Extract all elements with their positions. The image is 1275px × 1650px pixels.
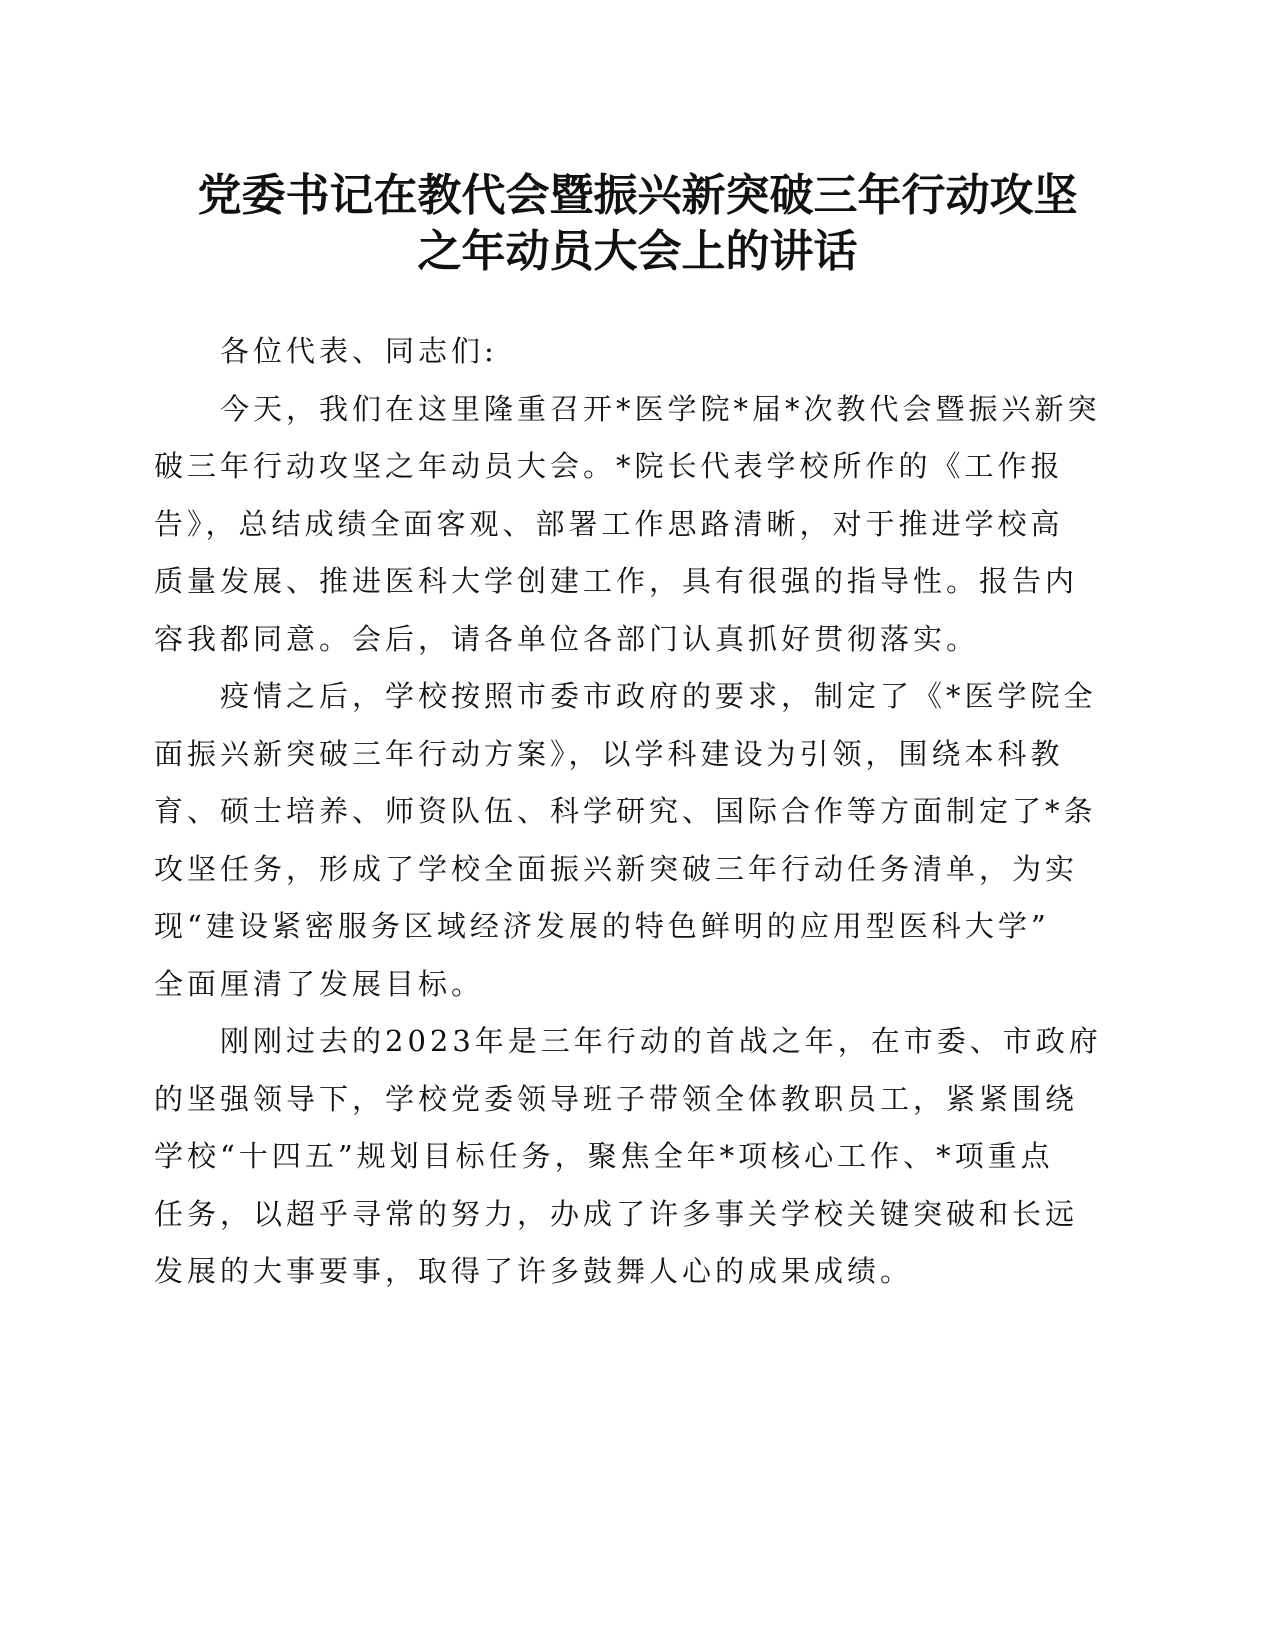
text-line: 刚刚过去的2023年是三年行动的首战之年，在市委、市政府 [220, 1024, 1102, 1058]
text-line: 今天，我们在这里隆重召开*医学院*届*次教代会暨振兴新突 [220, 391, 1101, 426]
body-paragraph [154, 381, 1104, 669]
text-line: 任务，以超乎寻常的努力，办成了许多事关学校关键突破和长远 [154, 1196, 1079, 1231]
text-line: 学校“十四五”规划目标任务，聚焦全年*项核心工作、*项重点 [154, 1139, 1054, 1173]
text-line: 告》，总结成绩全面客观、部署工作思路清晰，对于推进学校高 [154, 506, 1064, 541]
document-body [154, 323, 1104, 1301]
text-line: 质量发展、推进医科大学创建工作，具有很强的指导性。报告内 [154, 564, 1079, 598]
document-title [158, 168, 1118, 280]
text-line: 育、硕士培养、师资队伍、科学研究、国际合作等方面制定了*条 [154, 794, 1097, 828]
text-line: 各位代表、同志们: [220, 334, 498, 368]
text-line: 面振兴新突破三年行动方案》，以学科建设为引领，围绕本科教 [154, 736, 1064, 771]
text-line: 攻坚任务，形成了学校全面振兴新突破三年行动任务清单，为实 [154, 851, 1079, 886]
text-line: 的坚强领导下，学校党委领导班子带领全体教职员工，紧紧围绕 [154, 1081, 1079, 1116]
text-line: 破三年行动攻坚之年动员大会。*院长代表学校所作的《工作报 [154, 449, 1064, 483]
text-line: 容我都同意。会后，请各单位各部门认真抓好贯彻落实。 [154, 621, 980, 656]
body-paragraph [154, 1013, 1104, 1301]
text-line: 现“建设紧密服务区域经济发展的特色鲜明的应用型医科大学” [154, 909, 1050, 943]
text-line: 发展的大事要事，取得了许多鼓舞人心的成果成绩。 [154, 1254, 914, 1288]
title-line: 之年动员大会上的讲话 [417, 226, 858, 277]
salutation-paragraph [154, 323, 1104, 381]
text-line: 疫情之后，学校按照市委市政府的要求，制定了《*医学院全 [220, 679, 1097, 713]
text-line: 全面厘清了发展目标。 [154, 966, 485, 1001]
title-line: 党委书记在教代会暨振兴新突破三年行动攻坚 [197, 170, 1078, 221]
body-paragraph [154, 668, 1104, 1013]
